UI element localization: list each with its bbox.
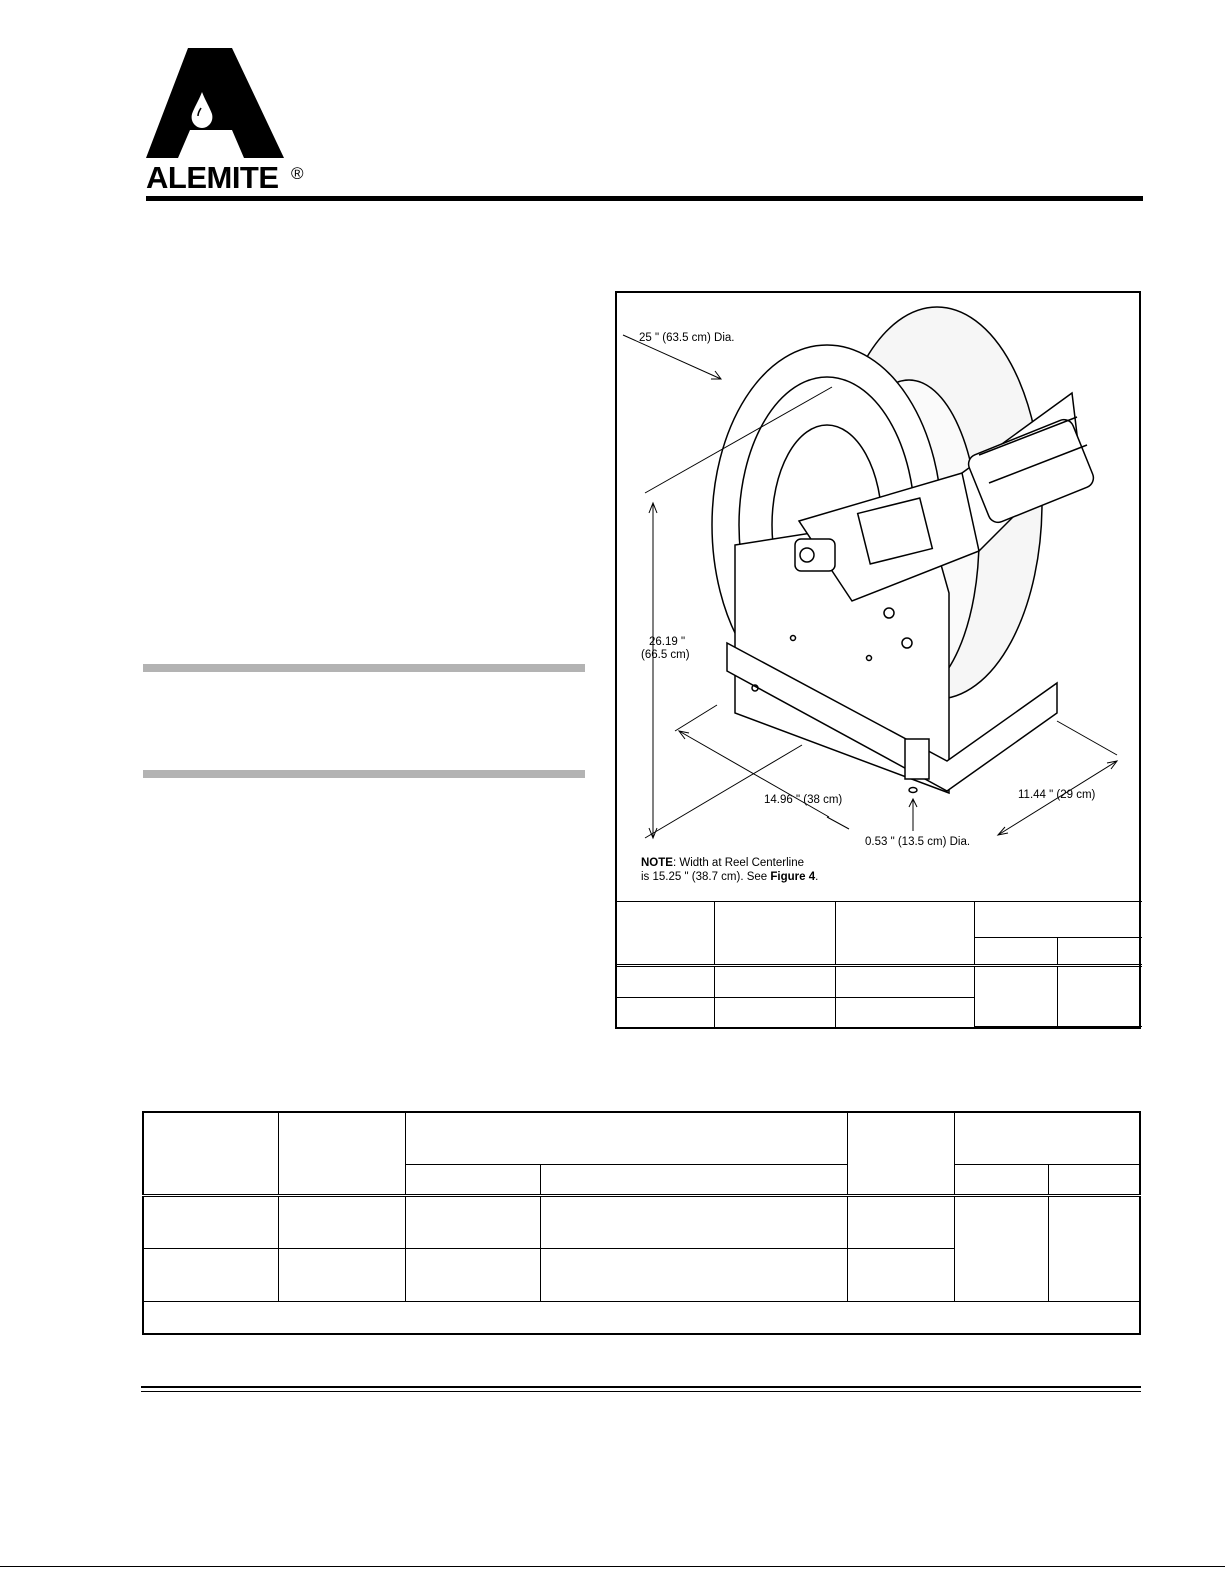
section-bar-1 <box>143 664 585 672</box>
header-rule <box>146 196 1143 201</box>
table-cell <box>848 1112 955 1195</box>
width-dimension: 11.44 " (29 cm) <box>1018 789 1096 801</box>
table-cell <box>406 1112 848 1164</box>
table-cell <box>1049 1195 1141 1301</box>
figure-note <box>641 856 818 884</box>
table-cell <box>975 902 1143 938</box>
table-cell <box>836 902 975 966</box>
table-cell <box>836 966 975 998</box>
table-cell <box>406 1164 541 1195</box>
table-cell <box>715 902 836 966</box>
table-cell <box>848 1248 955 1301</box>
table-cell <box>406 1195 541 1248</box>
table-cell <box>715 998 836 1027</box>
table-cell <box>279 1112 406 1195</box>
table-cell <box>1049 1164 1141 1195</box>
note-line-2-prefix: is 15.25 " (38.7 cm). See <box>641 871 771 883</box>
registered-mark: ® <box>291 164 304 183</box>
table-cell <box>143 1248 279 1301</box>
table-cell <box>143 1112 279 1195</box>
table-cell <box>848 1195 955 1248</box>
table-cell <box>406 1248 541 1301</box>
figure-box <box>615 291 1141 1029</box>
footer-rule <box>141 1386 1141 1388</box>
diameter-dimension: 25 " (63.5 cm) Dia. <box>639 332 735 344</box>
table-cell <box>616 966 715 998</box>
height-dimension-cm: (66.5 cm) <box>641 649 690 661</box>
table-row <box>143 1195 1140 1248</box>
table-row <box>143 1112 1140 1164</box>
table-cell <box>279 1248 406 1301</box>
table-cell <box>715 966 836 998</box>
note-label: NOTE <box>641 857 673 869</box>
table-cell <box>955 1195 1049 1301</box>
note-line-1: : Width at Reel Centerline <box>672 857 804 869</box>
table-cell <box>616 998 715 1027</box>
table-row <box>616 966 1142 998</box>
height-dimension-in: 26.19 " <box>649 636 686 648</box>
table-cell <box>1058 966 1143 1027</box>
table-cell <box>541 1248 848 1301</box>
section-bar-2 <box>143 770 585 778</box>
brand-name: ALEMITE <box>146 160 279 195</box>
figure-spec-table <box>616 901 1142 1027</box>
table-cell <box>143 1195 279 1248</box>
table-cell <box>279 1195 406 1248</box>
table-cell <box>975 938 1058 966</box>
hole-dimension: 0.53 " (13.5 cm) Dia. <box>865 836 971 848</box>
note-figure-reference: Figure 4 <box>770 871 816 883</box>
table-cell <box>1058 938 1143 966</box>
footer-rule-thin <box>141 1391 1141 1392</box>
table-row <box>616 902 1142 938</box>
spec-table <box>142 1111 1141 1335</box>
table-cell <box>975 966 1058 1027</box>
depth-dimension: 14.96 " (38 cm) <box>764 794 843 806</box>
table-cell <box>616 902 715 966</box>
table-row <box>143 1301 1140 1334</box>
table-cell <box>955 1164 1049 1195</box>
hose-reel-illustration <box>617 293 1139 903</box>
note-line-2-suffix: . <box>815 871 819 883</box>
page-bottom-rule <box>0 1566 1225 1567</box>
table-cell <box>541 1195 848 1248</box>
table-cell <box>955 1112 1141 1164</box>
table-cell <box>836 998 975 1027</box>
table-cell <box>541 1164 848 1195</box>
table-cell <box>143 1301 1140 1334</box>
